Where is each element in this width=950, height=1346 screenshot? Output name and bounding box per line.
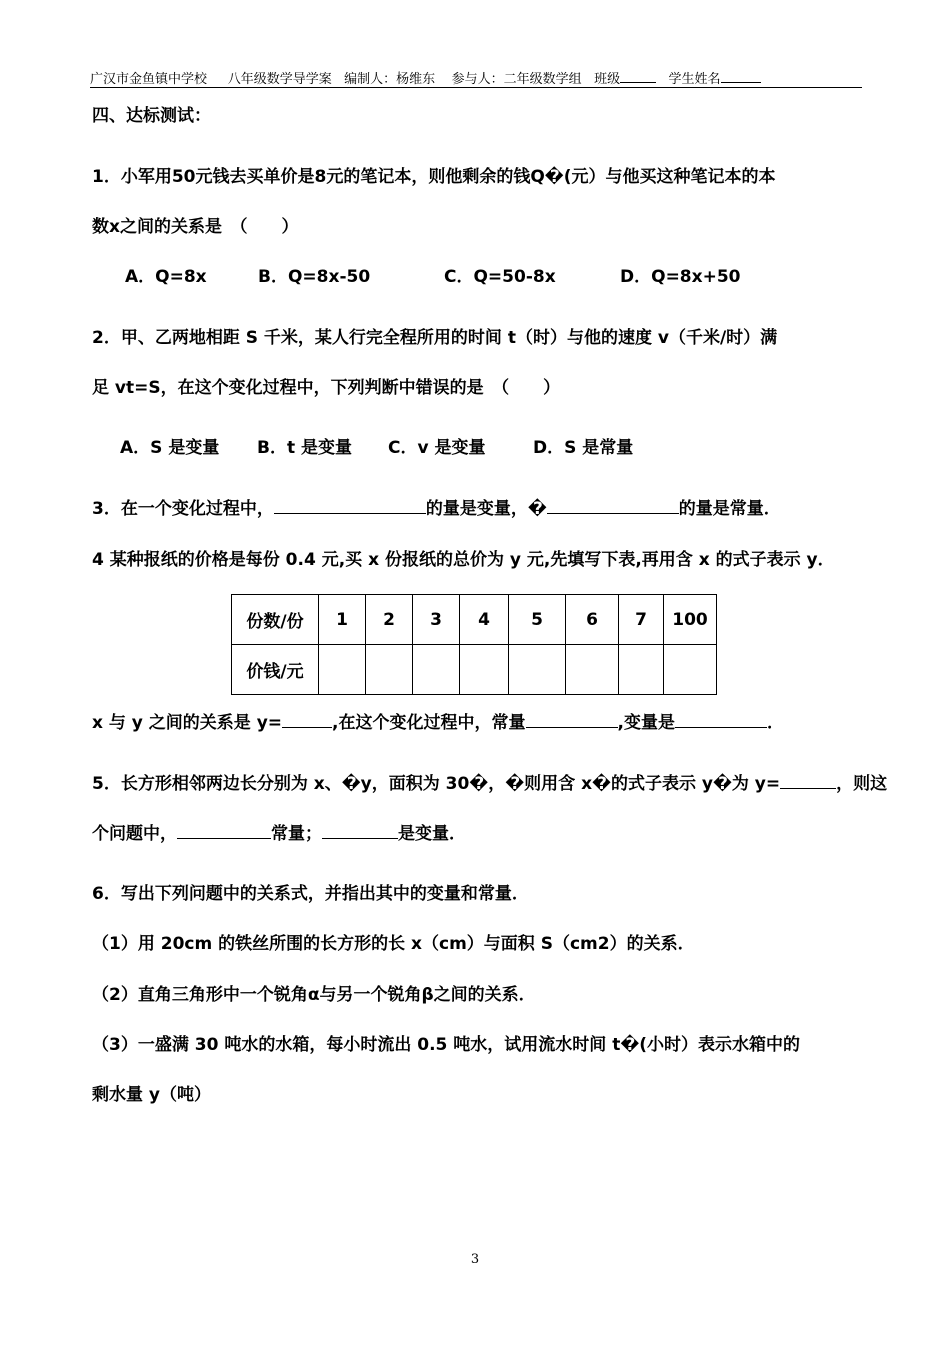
header-class-label: 班级 — [594, 72, 621, 87]
q4-blank-variable[interactable] — [675, 713, 767, 728]
table-cell: 3 — [413, 595, 460, 645]
q5-blank-constant[interactable] — [177, 824, 271, 839]
q4-after-line — [92, 708, 784, 733]
table-cell-input[interactable] — [509, 645, 566, 695]
q2-option-d: D．S 是常量 — [533, 438, 634, 458]
q5-line1-a: 5．长方形相邻两边长分别为 x、�y，面积为 30�，�则用含 x�的式子表示 y�为 y= — [92, 774, 781, 794]
q4-after-d: ． — [766, 713, 784, 733]
q1-option-d: D．Q=8x+50 — [620, 267, 741, 287]
q1-option-a: A．Q=8x — [125, 267, 207, 287]
q3-blank-variable[interactable] — [274, 499, 426, 514]
q5-line2-b: 常量； — [271, 824, 322, 844]
q4-after-b: ,在这个变化过程中，常量 — [332, 713, 526, 733]
q2-line2: 足 vt=S，在这个变化过程中，下列判断中错误的是 （ ） — [92, 378, 561, 398]
table-cell: 7 — [619, 595, 664, 645]
table-cell-input[interactable] — [566, 645, 619, 695]
q4-blank-constant[interactable] — [526, 713, 618, 728]
q1-option-b: B．Q=8x-50 — [258, 267, 371, 287]
q5-line2 — [92, 819, 466, 844]
page-header — [90, 68, 862, 88]
table-cell-input[interactable] — [366, 645, 413, 695]
table-cell: 2 — [366, 595, 413, 645]
q3-suffix: 的量是常量． — [678, 499, 781, 519]
table-cell-input[interactable] — [664, 645, 717, 695]
student-name-blank — [721, 72, 761, 83]
table-row-count — [232, 595, 717, 645]
q4-blank-relation[interactable] — [282, 713, 332, 728]
q3-prefix: 3．在一个变化过程中， — [92, 499, 274, 519]
table-cell-input[interactable] — [413, 645, 460, 695]
q1-line2: 数x之间的关系是 （ ） — [92, 217, 299, 237]
q6-sub3-line1: （3）一盛满 30 吨水的水箱，每小时流出 0.5 吨水，试用流水时间 t�(小时）表示水箱中的 — [92, 1035, 801, 1055]
page-number: 3 — [470, 1252, 480, 1267]
q1-option-c: C．Q=50-8x — [444, 267, 556, 287]
q3-line — [92, 494, 781, 519]
q2-option-b: B．t 是变量 — [257, 438, 353, 458]
header-participants: 参与人：二年级数学组 — [451, 72, 582, 87]
table-cell: 1 — [319, 595, 366, 645]
header-school: 广汉市金鱼镇中学校 — [90, 72, 208, 87]
q1-line1: 1．小军用50元钱去买单价是8元的笔记本，则他剩余的钱Q�(元）与他买这种笔记本的本 — [92, 167, 776, 187]
q5-line2-c: 是变量． — [398, 824, 466, 844]
header-student-label: 学生姓名 — [668, 72, 721, 87]
q5-line1 — [92, 769, 887, 794]
table-row-price — [232, 645, 717, 695]
q6-sub1: （1）用 20cm 的铁丝所围的长方形的长 x（cm）与面积 S（cm2）的关系． — [92, 934, 695, 954]
q5-line1-b: ，则这 — [836, 774, 888, 794]
q4-text: 4 某种报纸的价格是每份 0.4 元,买 x 份报纸的总价为 y 元,先填写下表,再用含 x 的式子表示 y． — [92, 550, 835, 570]
table-cell-input[interactable] — [460, 645, 509, 695]
q6-sub2: （2）直角三角形中一个锐角α与另一个锐角β之间的关系． — [92, 985, 536, 1005]
table-cell: 6 — [566, 595, 619, 645]
header-editor: 编制人：杨维东 — [344, 72, 436, 87]
q2-line1: 2．甲、乙两地相距 S 千米，某人行完全程所用的时间 t（时）与他的速度 v（千米/时）满 — [92, 328, 778, 348]
table-cell: 5 — [509, 595, 566, 645]
q4-after-a: x 与 y 之间的关系是 y= — [92, 713, 283, 733]
q5-line2-a: 个问题中， — [92, 824, 177, 844]
q2-option-c: C．v 是变量 — [388, 438, 486, 458]
q5-blank-variable[interactable] — [322, 824, 398, 839]
q3-middle: 的量是变量，� — [425, 499, 547, 519]
header-course: 八年级数学导学案 — [227, 72, 332, 87]
q3-blank-constant[interactable] — [547, 499, 679, 514]
q2-option-a: A．S 是变量 — [120, 438, 220, 458]
q5-blank-expression[interactable] — [780, 774, 836, 789]
section-title: 四、达标测试： — [92, 106, 211, 126]
table-cell-input[interactable] — [619, 645, 664, 695]
row-label-count: 份数/份 — [232, 595, 319, 645]
table-cell-input[interactable] — [319, 645, 366, 695]
q4-after-c: ,变量是 — [617, 713, 675, 733]
table-cell: 4 — [460, 595, 509, 645]
table-cell: 100 — [664, 595, 717, 645]
q6-sub3-line2: 剩水量 y（吨） — [92, 1085, 211, 1105]
row-label-price: 价钱/元 — [232, 645, 319, 695]
class-blank — [620, 72, 656, 83]
price-table — [231, 594, 717, 695]
q6-title: 6．写出下列问题中的关系式，并指出其中的变量和常量． — [92, 884, 529, 904]
